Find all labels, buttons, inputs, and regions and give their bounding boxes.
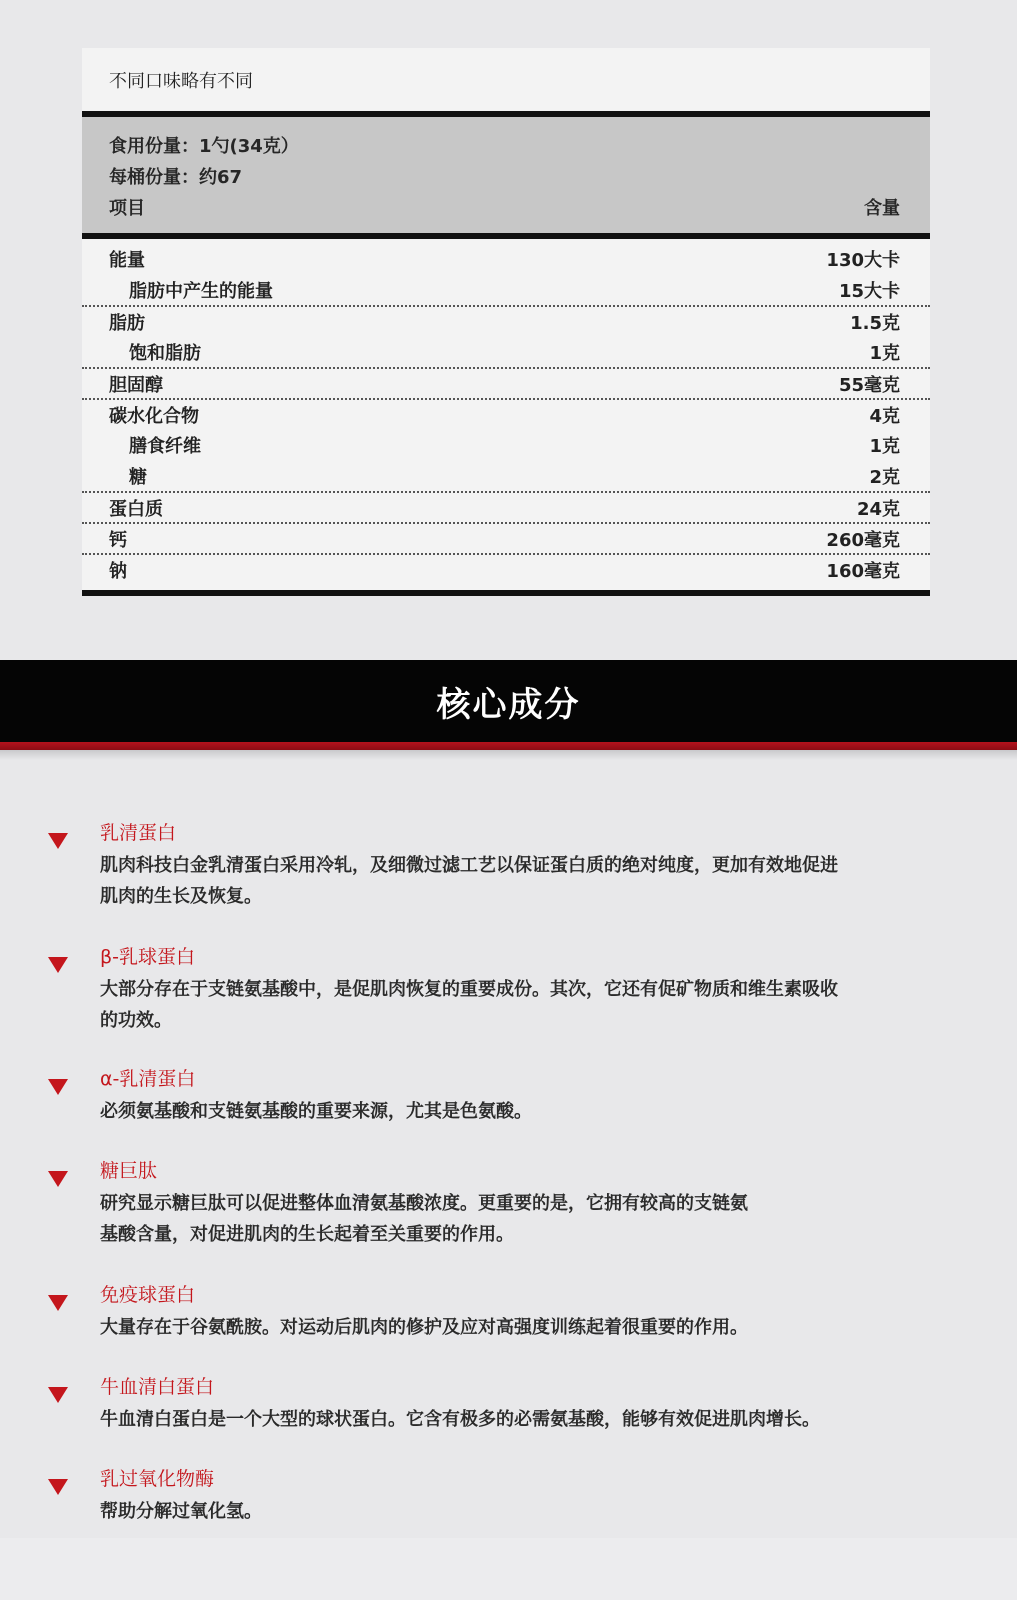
nutrient-value: 55毫克 xyxy=(838,374,900,396)
nutrient-label: 胆固醇 xyxy=(109,374,163,396)
nutrient-label: 糖 xyxy=(129,466,147,488)
nutrient-value: 24克 xyxy=(856,498,900,520)
ingredient-description xyxy=(100,974,950,1036)
banner-title: 核心成分 xyxy=(436,684,581,725)
description-line: 牛血清白蛋白是一个大型的球状蛋白。它含有极多的必需氨基酸，能够有效促进肌肉增长。 xyxy=(100,1409,820,1430)
nutrition-row xyxy=(82,460,930,491)
nutrition-row xyxy=(82,429,930,460)
nutrient-value: 15大卡 xyxy=(838,280,900,302)
column-item-label: 项目 xyxy=(109,198,145,219)
description-line: 帮助分解过氧化氢。 xyxy=(100,1501,262,1522)
ingredient-name: 糖巨肽 xyxy=(100,1160,158,1182)
description-line: 研究显示糖巨肽可以促进整体血清氨基酸浓度。更重要的是，它拥有较高的支链氨 xyxy=(100,1193,748,1214)
ingredient-name: α-乳清蛋白 xyxy=(100,1068,196,1090)
nutrition-row xyxy=(82,367,930,398)
core-ingredients-banner xyxy=(0,660,1017,742)
nutrient-value: 130大卡 xyxy=(826,249,900,271)
nutrient-value: 2克 xyxy=(869,466,900,488)
triangle-bullet-icon xyxy=(48,1171,68,1187)
nutrition-row xyxy=(82,398,930,429)
ingredient-name: 乳清蛋白 xyxy=(100,822,177,844)
nutrition-row xyxy=(82,491,930,522)
ingredient-description xyxy=(100,1496,950,1527)
nutrition-rows xyxy=(82,239,930,590)
nutrient-value: 160毫克 xyxy=(826,560,900,582)
ingredient-description xyxy=(100,1188,950,1250)
banner-shadow xyxy=(0,750,1017,760)
description-line: 必须氨基酸和支链氨基酸的重要来源，尤其是色氨酸。 xyxy=(100,1101,532,1122)
triangle-bullet-icon xyxy=(48,1387,68,1403)
description-line: 肌肉的生长及恢复。 xyxy=(100,886,262,907)
nutrition-row xyxy=(82,522,930,553)
nutrient-label: 脂肪 xyxy=(109,312,145,334)
triangle-bullet-icon xyxy=(48,1479,68,1495)
nutrition-facts-panel xyxy=(82,48,930,596)
ingredient-name: 免疫球蛋白 xyxy=(100,1284,196,1306)
nutrition-row xyxy=(82,305,930,336)
nutrient-label: 钙 xyxy=(109,529,127,551)
triangle-bullet-icon xyxy=(48,833,68,849)
description-line: 大量存在于谷氨酰胺。对运动后肌肉的修护及应对高强度训练起着很重要的作用。 xyxy=(100,1317,748,1338)
triangle-bullet-icon xyxy=(48,1079,68,1095)
triangle-bullet-icon xyxy=(48,957,68,973)
serving-size: 食用份量：1勺(34克） xyxy=(109,136,299,157)
triangle-bullet-icon xyxy=(48,1295,68,1311)
nutrition-row xyxy=(82,243,930,274)
description-line: 的功效。 xyxy=(100,1010,172,1031)
serving-info xyxy=(82,117,930,233)
ingredient-description xyxy=(100,1096,950,1127)
nutrition-row xyxy=(82,274,930,305)
nutrient-label: 钠 xyxy=(109,560,127,582)
nutrient-value: 4克 xyxy=(869,405,900,427)
ingredient-name: 牛血清白蛋白 xyxy=(100,1376,215,1398)
nutrient-label: 碳水化合物 xyxy=(109,405,199,427)
flavor-note: 不同口味略有不同 xyxy=(82,48,930,111)
nutrient-value: 1克 xyxy=(869,342,900,364)
description-line: 肌肉科技白金乳清蛋白采用冷轧，及细微过滤工艺以保证蛋白质的绝对纯度，更加有效地促进 xyxy=(100,855,838,876)
nutrition-row xyxy=(82,336,930,367)
banner-red-stripe xyxy=(0,742,1017,750)
ingredient-name: 乳过氧化物酶 xyxy=(100,1468,215,1490)
nutrient-value: 1克 xyxy=(869,435,900,457)
nutrient-label: 脂肪中产生的能量 xyxy=(129,280,273,302)
nutrient-value: 260毫克 xyxy=(826,529,900,551)
nutrient-label: 饱和脂肪 xyxy=(129,342,201,364)
column-header xyxy=(109,193,900,224)
ingredient-description xyxy=(100,1404,950,1435)
nutrient-value: 1.5克 xyxy=(850,312,900,334)
bottom-rule xyxy=(82,590,930,596)
bottom-band xyxy=(0,1538,1017,1600)
nutrient-label: 蛋白质 xyxy=(109,498,163,520)
description-line: 基酸含量，对促进肌肉的生长起着至关重要的作用。 xyxy=(100,1224,514,1245)
ingredient-description xyxy=(100,850,950,912)
ingredient-description xyxy=(100,1312,950,1343)
servings-per-container: 每桶份量：约67 xyxy=(109,167,243,188)
nutrient-label: 膳食纤维 xyxy=(129,435,201,457)
ingredient-name: β-乳球蛋白 xyxy=(100,946,195,968)
column-amount-label: 含量 xyxy=(864,198,900,219)
nutrient-label: 能量 xyxy=(109,249,145,271)
description-line: 大部分存在于支链氨基酸中，是促肌肉恢复的重要成份。其次，它还有促矿物质和维生素吸收 xyxy=(100,979,838,1000)
nutrition-row xyxy=(82,553,930,584)
